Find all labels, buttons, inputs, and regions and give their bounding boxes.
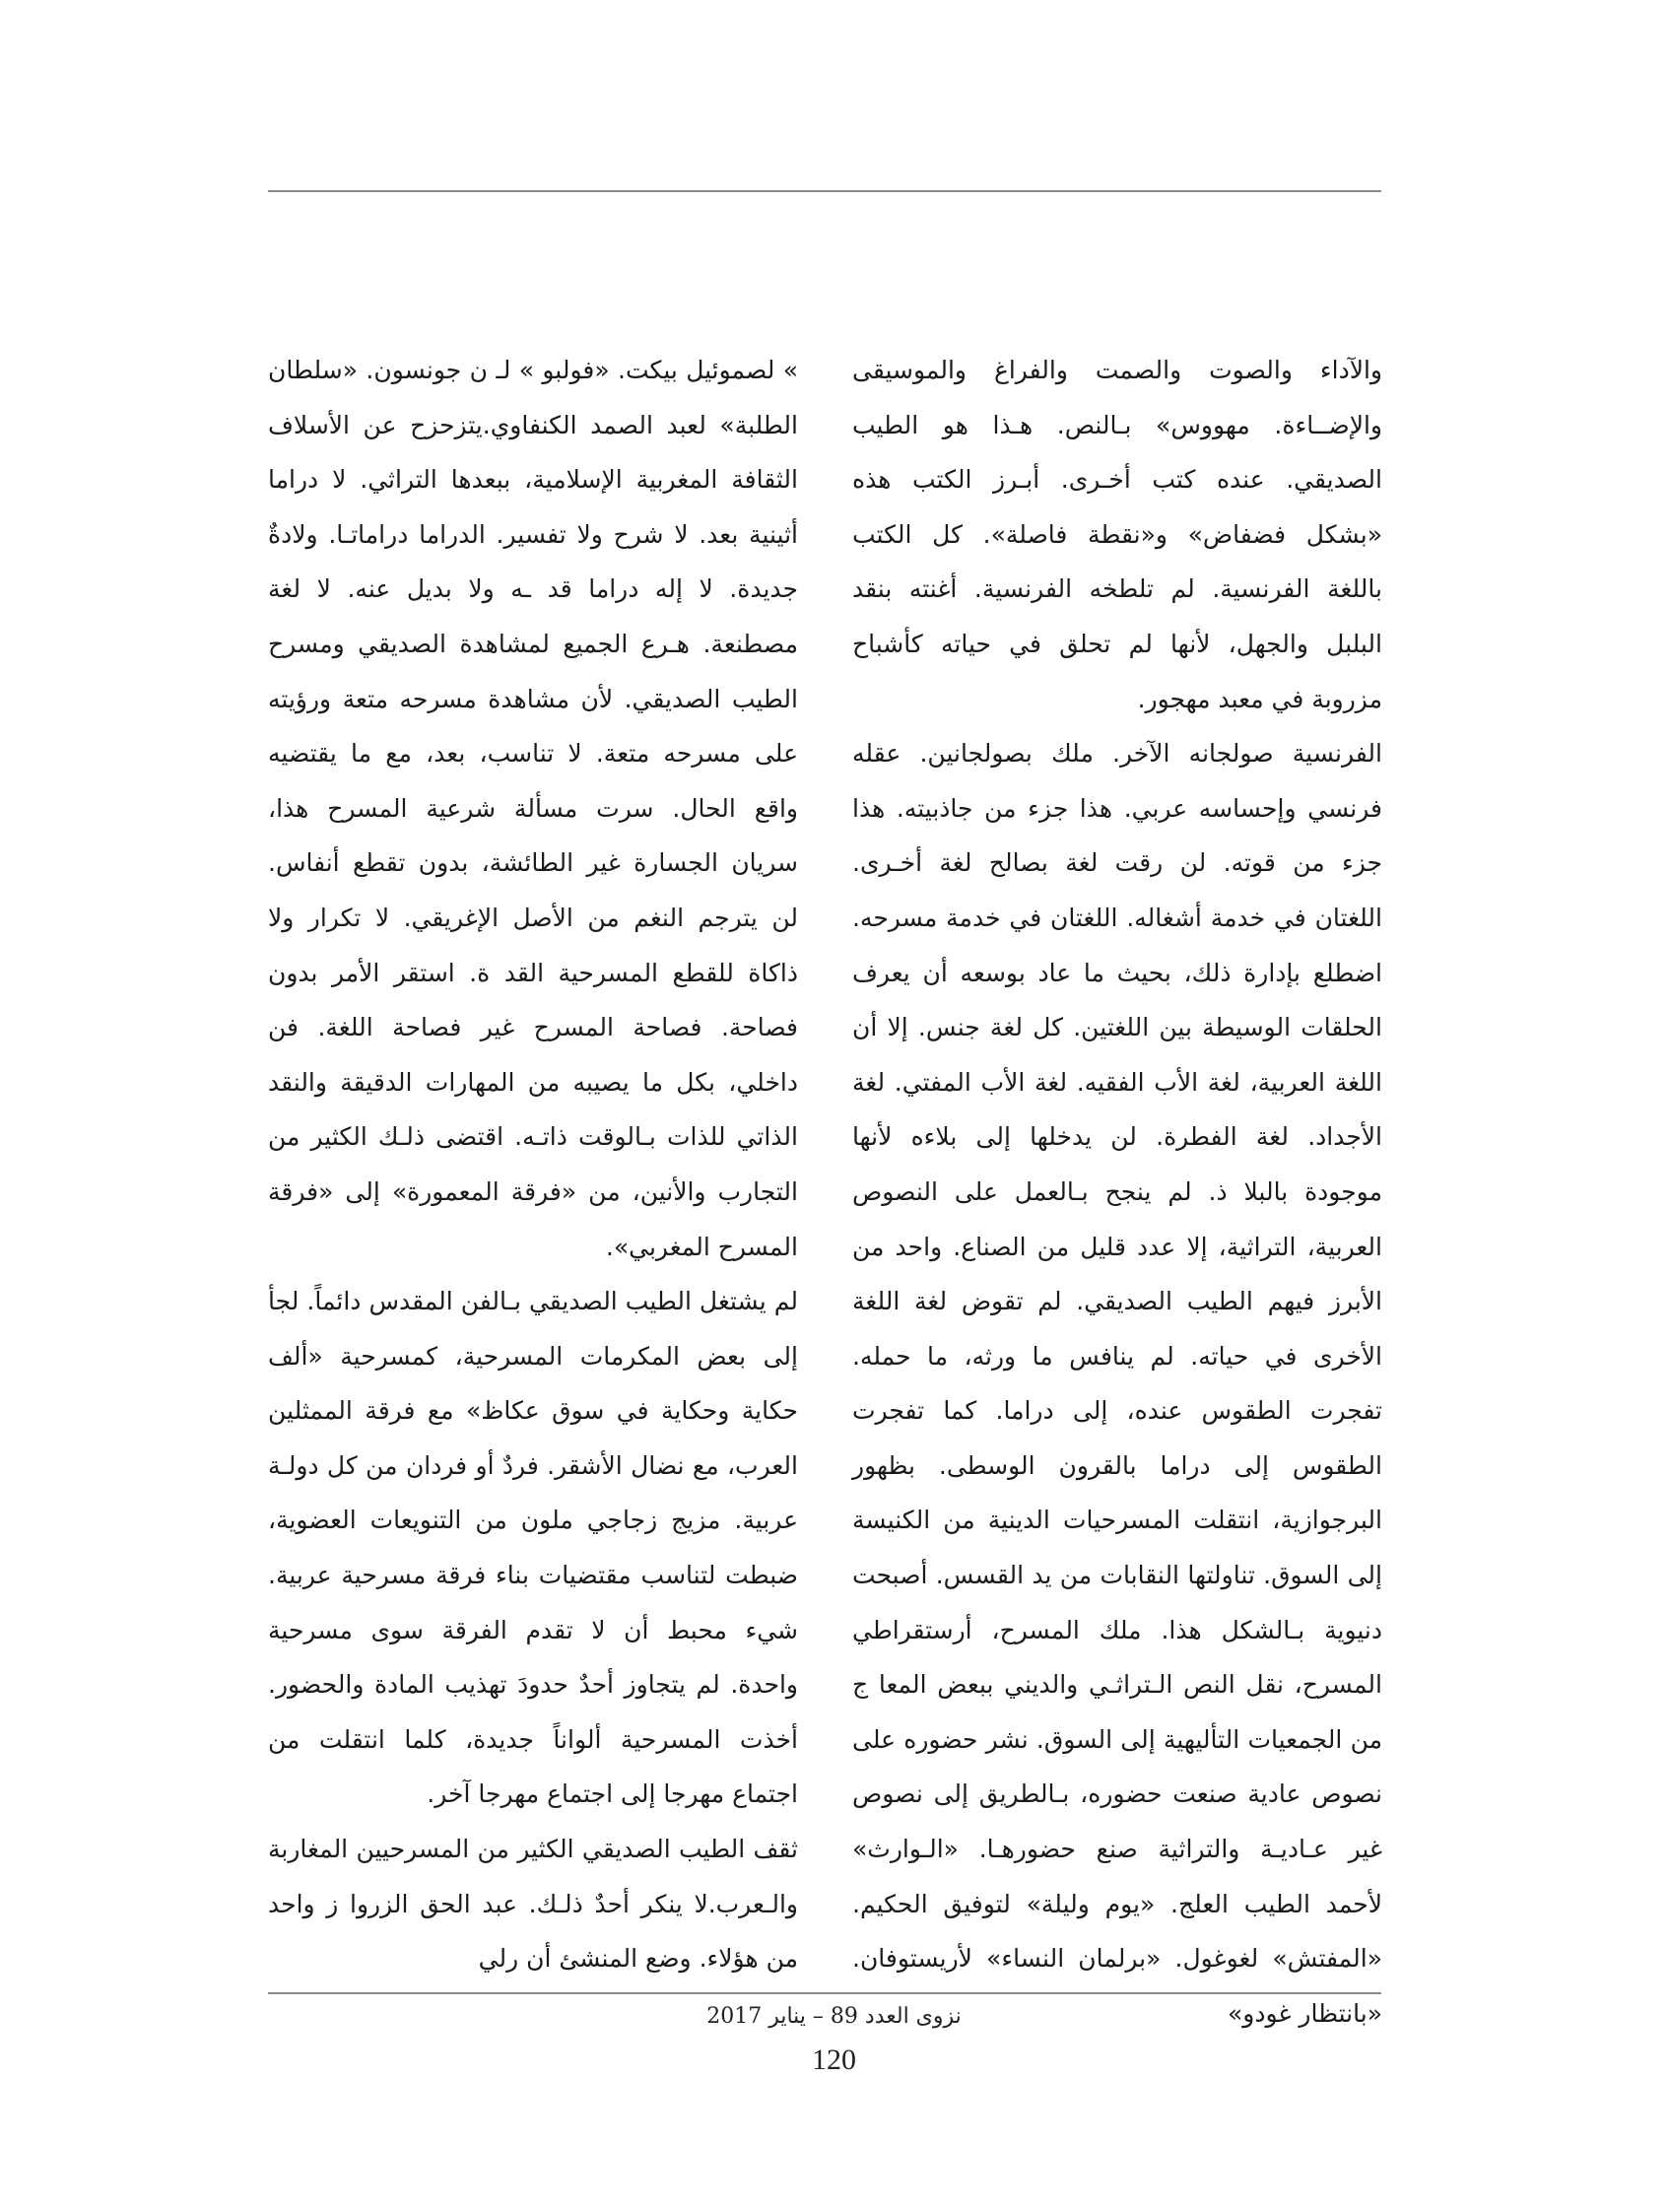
paragraph: » لصموئيل بيكت. «فولبو » لـ ن جونسون. «سلطان الطلبة» لعبد الصمد الكنفاوي.يتزحزح عن الأسلاف الثقافة المغربية الإسلامية، ببعدها التراثي. لا دراما أثينية بعد. لا شرح ولا تفسير. الدراما دراماتـا. ولادةٌ جديدة. لا إله دراما قد ـه ولا بديل عنه. لا لغة مصطنعة. هـرع الجميع لمشاهدة الصديقي ومسرح الطيب الصديقي. لأن مشاهدة مسرحه متعة ورؤيته على مسرحه متعة. لا تناسب، بعد، مع ما يقتضيه واقع الحال. سرت مسألة شرعية المسرح هذا، سريان الجسارة غير الطائشة، بدون تقطع أنفاس. لن يترجم النغم من الأصل الإغريقي. لا تكرار ولا ذاكاة للقطع المسرحية القد ة. استقر الأمر بدون فصاحة. فصاحة المسرح غير فصاحة اللغة. فن داخلي، بكل ما يصيبه من المهارات الدقيقة والنقد الذاتي للذات بـالوقت ذاتـه. اقتضى ذلـك الكثير من التجارب والأنين، من «فرقة المعمورة» إلى «فرقة المسرح المغربي». [268,356,798,1261]
header-rule [268,190,1381,192]
article-column-right [852,343,1382,2028]
page-number: 120 [812,2044,856,2076]
paragraph: والآداء والصوت والصمت والفراغ والموسيقى والإضــاءة. مهووس» بـالنص. هـذا هو الطيب الصديقي. عنده كتب أخـرى. أبـرز الكتب هذه «بشكل فضفاض» و«نقطة فاصلة». كل الكتب باللغة الفرنسية. لم تلطخه الفرنسية. أغنته بنقد البلبل والجهل، لأنها لم تحلق في حياته كأشباح مزروبة في معبد مهجور. [852,356,1382,713]
paragraph: ثقف الطيب الصديقي الكثير من المسرحيين المغاربة والـعرب.لا ينكر أحدٌ ذلـك. عبد الحق الزروا ز واحد من هؤلاء. وضع المنشئ أن رلي [268,1835,798,1974]
footer-rule [268,1992,1381,1994]
paragraph: لم يشتغل الطيب الصديقي بـالفن المقدس دائماً. لجأ إلى بعض المكرمات المسرحية، كمسرحية «ألف حكاية وحكاية في سوق عكاظ» مع فرقة الممثلين العرب، مع نضال الأشقر. فردٌ أو فردان من كل دولـة عربية. مزيج زجاجي ملون من التنويعات العضوية، ضبطت لتناسب مقتضيات بناء فرقة مسرحية عربية. شيء محبط أن لا تقدم الفرقة سوى مسرحية واحدة. لم يتجاوز أحدٌ حدودَ تهذيب المادة والحضور. أخذت المسرحية ألواناً جديدة، كلما انتقلت من اجتماع مهرجا إلى اجتماع مهرجا آخر. [268,1287,798,1809]
article-column-left [268,343,798,1978]
journal-issue-label: نزوى العدد 89 – يناير 2017 [706,2004,962,2029]
paragraph: الفرنسية صولجانه الآخر. ملك بصولجانين. عقله فرنسي وإحساسه عربي. هذا جزء من جاذبيته. هذا جزء من قوته. لن رقت لغة بصالح لغة أخـرى. اللغتان في خدمة أشغاله. اللغتان في خدمة مسرحه. اضطلع بإدارة ذلك، بحيث ما عاد بوسعه أن يعرف الحلقات الوسيطة بين اللغتين. كل لغة جنس. إلا أن اللغة العربية، لغة الأب الفقيه. لغة الأب المفتي. لغة الأجداد. لغة الفطرة. لن يدخلها إلى بلاءه لأنها موجودة بالبلا ذ. لم ينجح بـالعمل على النصوص العربية، التراثية، إلا عدد قليل من الصناع. واحد من الأبرز فيهم الطيب الصديقي. لم تقوض لغة اللغة الأخرى في حياته. لم ينافس ما ورثه، ما حمله. تفجرت الطقوس عنده، إلى دراما. كما تفجرت الطقوس إلى دراما بالقرون الوسطى. بظهور البرجوازية، انتقلت المسرحيات الدينية من الكنيسة إلى السوق. تناولتها النقابات من يد القسس. أصبحت دنيوية بـالشكل هذا. ملك المسرح، أرستقراطي المسرح، نقل النص الـتراثـي والديني ببعض المعا ج من الجمعيات التأليهية إلى السوق. نشر حضوره على نصوص عادية صنعت حضوره، بـالطريق إلى نصوص غير عـاديـة والتراثية صنع حضورهـا. «الـوارث» لأحمد الطيب العلج. «يوم وليلة» لتوفيق الحكيم. «المفتش» لغوغول. «برلمان النساء» لأريستوفان. «بانتظار غودو» [852,739,1382,2028]
